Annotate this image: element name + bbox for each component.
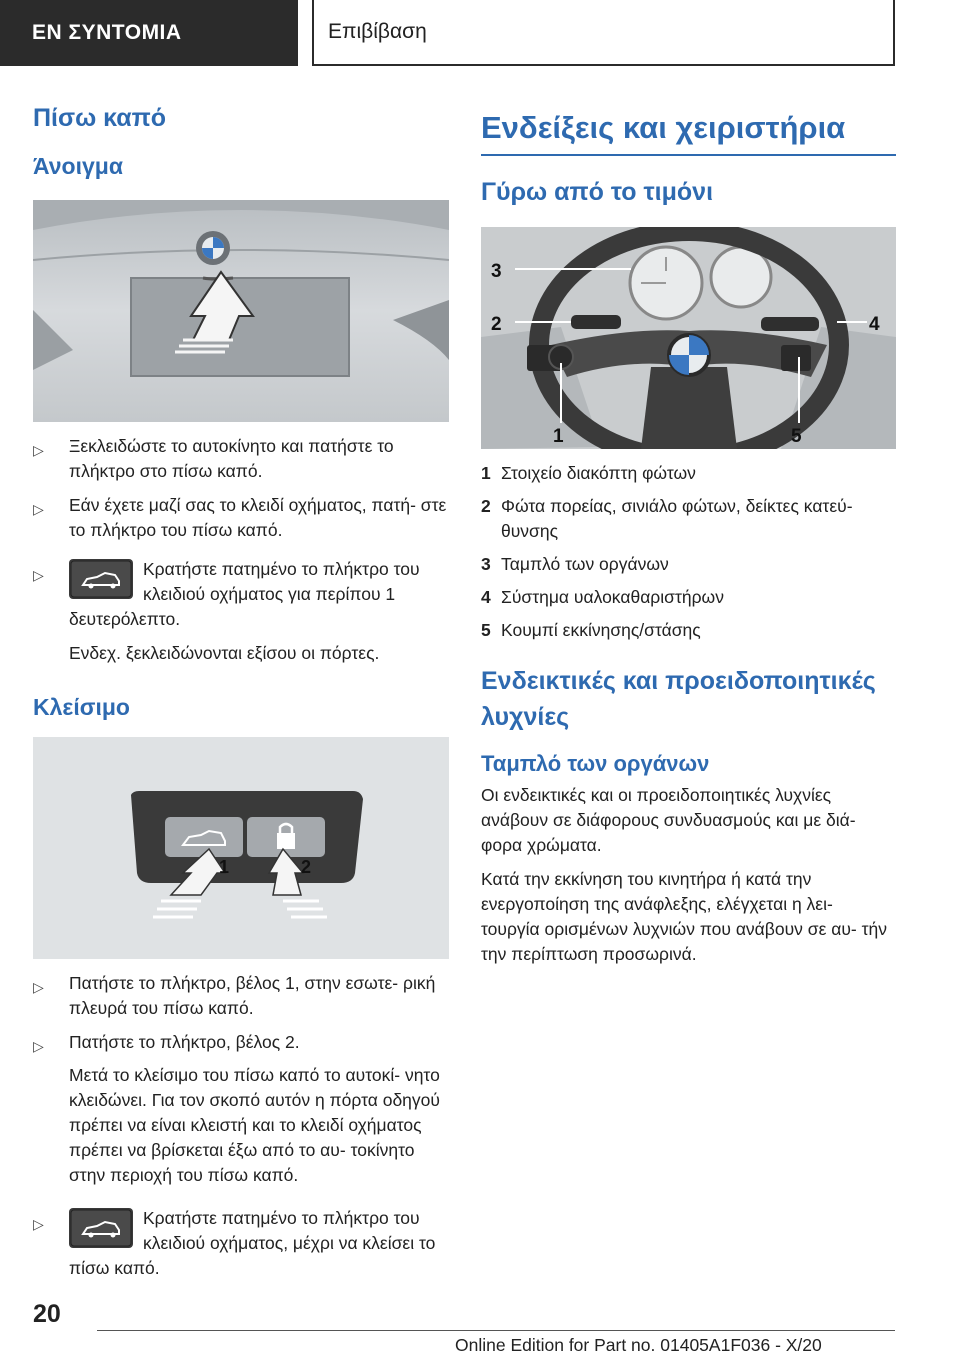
closing-heading: Κλείσιμο [33, 694, 130, 720]
steering-figure-label-3: 3 [491, 261, 502, 282]
key-trunk-button-icon [69, 559, 133, 599]
section-tab[interactable]: ΕΝ ΣΥΝΤΟΜΙΑ [0, 0, 298, 66]
bullet-triangle-icon: ▷ [33, 1216, 44, 1232]
closing-bullet-2: ▷ Πατήστε το πλήκτρο, βέλος 2. [33, 1030, 449, 1055]
bullet-triangle-icon: ▷ [33, 1038, 44, 1054]
steering-wheel-figure [481, 227, 896, 449]
chapter-title: Επιβίβαση [312, 0, 895, 66]
lamps-paragraph-1: Οι ενδεικτικές και οι προειδοποιητικές λυχνίες ανάβουν σε διάφορους συνδυασμούς και με διά- φορα χρώματα. [481, 785, 856, 855]
footer-divider [97, 1330, 895, 1331]
opening-key-bullet: ▷ Κρατήστε πατημένο το πλήκτρο του κλειδιού οχήματος για περίπου 1 δευτερόλεπτο. [33, 559, 420, 629]
steering-figure-label-4: 4 [869, 314, 880, 335]
opening-heading: Άνοιγμα [33, 153, 123, 179]
steering-figure-label-1: 1 [553, 426, 564, 447]
closing-note: Μετά το κλείσιμο του πίσω καπό το αυτοκί- νητο κλειδώνει. Για τον σκοπό αυτόν η πόρτα οδηγού πρέπει να είναι κλειστή και το κλειδί οχήματος πρέπει να βρίσκεται έξω από το αυ- τοκίνητο στην περιοχή του πίσω καπό. [69, 1065, 440, 1185]
steering-heading: Γύρω από το τιμόνι [481, 178, 714, 206]
left-column [33, 96, 449, 1281]
bullet-triangle-icon: ▷ [33, 979, 44, 995]
instrument-cluster-heading: Ταμπλό των οργάνων [481, 751, 710, 776]
opening-bullet-1: ▷ Ξεκλειδώστε το αυτοκίνητο και πατήστε το πλήκτρο στο πίσω καπό. [33, 436, 394, 481]
right-column [481, 96, 896, 967]
closing-key-bullet: ▷ Κρατήστε πατημένο το πλήκτρο του κλειδιού οχήματος, μέχρι να κλείσει το πίσω καπό. [33, 1208, 436, 1278]
legend-item: 1 Στοιχείο διακόπτη φώτων [481, 463, 696, 483]
legend-item: 4 Σύστημα υαλοκαθαριστήρων [481, 587, 724, 607]
lamps-heading: Ενδεικτικές και προειδοποιητικές λυχνίες [481, 667, 876, 731]
steering-legend [481, 461, 896, 643]
legend-item: 2 Φώτα πορείας, σινιάλο φώτων, δείκτες κατεύ- θυνσης [481, 496, 853, 541]
bullet-triangle-icon: ▷ [33, 442, 44, 458]
closing-bullet-1: ▷ Πατήστε το πλήκτρο, βέλος 1, στην εσωτε- ρική πλευρά του πίσω καπό. [33, 973, 436, 1018]
closing-figure-label-2: 2 [301, 857, 312, 877]
steering-figure-label-2: 2 [491, 314, 502, 335]
page-header [0, 0, 960, 66]
closing-figure-label-1: 1 [219, 857, 230, 877]
tailgate-opening-figure [33, 200, 449, 422]
tailgate-closing-figure [33, 737, 449, 959]
bullet-triangle-icon: ▷ [33, 567, 44, 583]
controls-title: Ενδείξεις και χειριστήρια [481, 110, 896, 156]
bullet-triangle-icon: ▷ [33, 501, 44, 517]
key-trunk-button-icon [69, 1208, 133, 1248]
page-number: 20 [33, 1300, 61, 1328]
opening-bullet-2: ▷ Εάν έχετε μαζί σας το κλειδί οχήματος, πατή- στε το πλήκτρο του πίσω καπό. [33, 495, 447, 540]
legend-item: 5 Κουμπί εκκίνησης/στάσης [481, 620, 701, 640]
steering-figure-label-5: 5 [791, 426, 802, 447]
opening-note: Ενδεχ. ξεκλειδώνονται εξίσου οι πόρτες. [69, 643, 380, 663]
lamps-paragraph-2: Κατά την εκκίνηση του κινητήρα ή κατά την ενεργοποίηση της ανάφλεξης, ελέγχεται η λει- τουργία ορισμένων λυχνιών που ανάβουν σε αυ- τήν την περίπτωση προσωρινά. [481, 869, 888, 964]
footer-edition: Online Edition for Part no. 01405A1F036 - X/20 [455, 1335, 822, 1355]
legend-item: 3 Ταμπλό των οργάνων [481, 554, 669, 574]
tailgate-title: Πίσω καπό [33, 104, 167, 132]
